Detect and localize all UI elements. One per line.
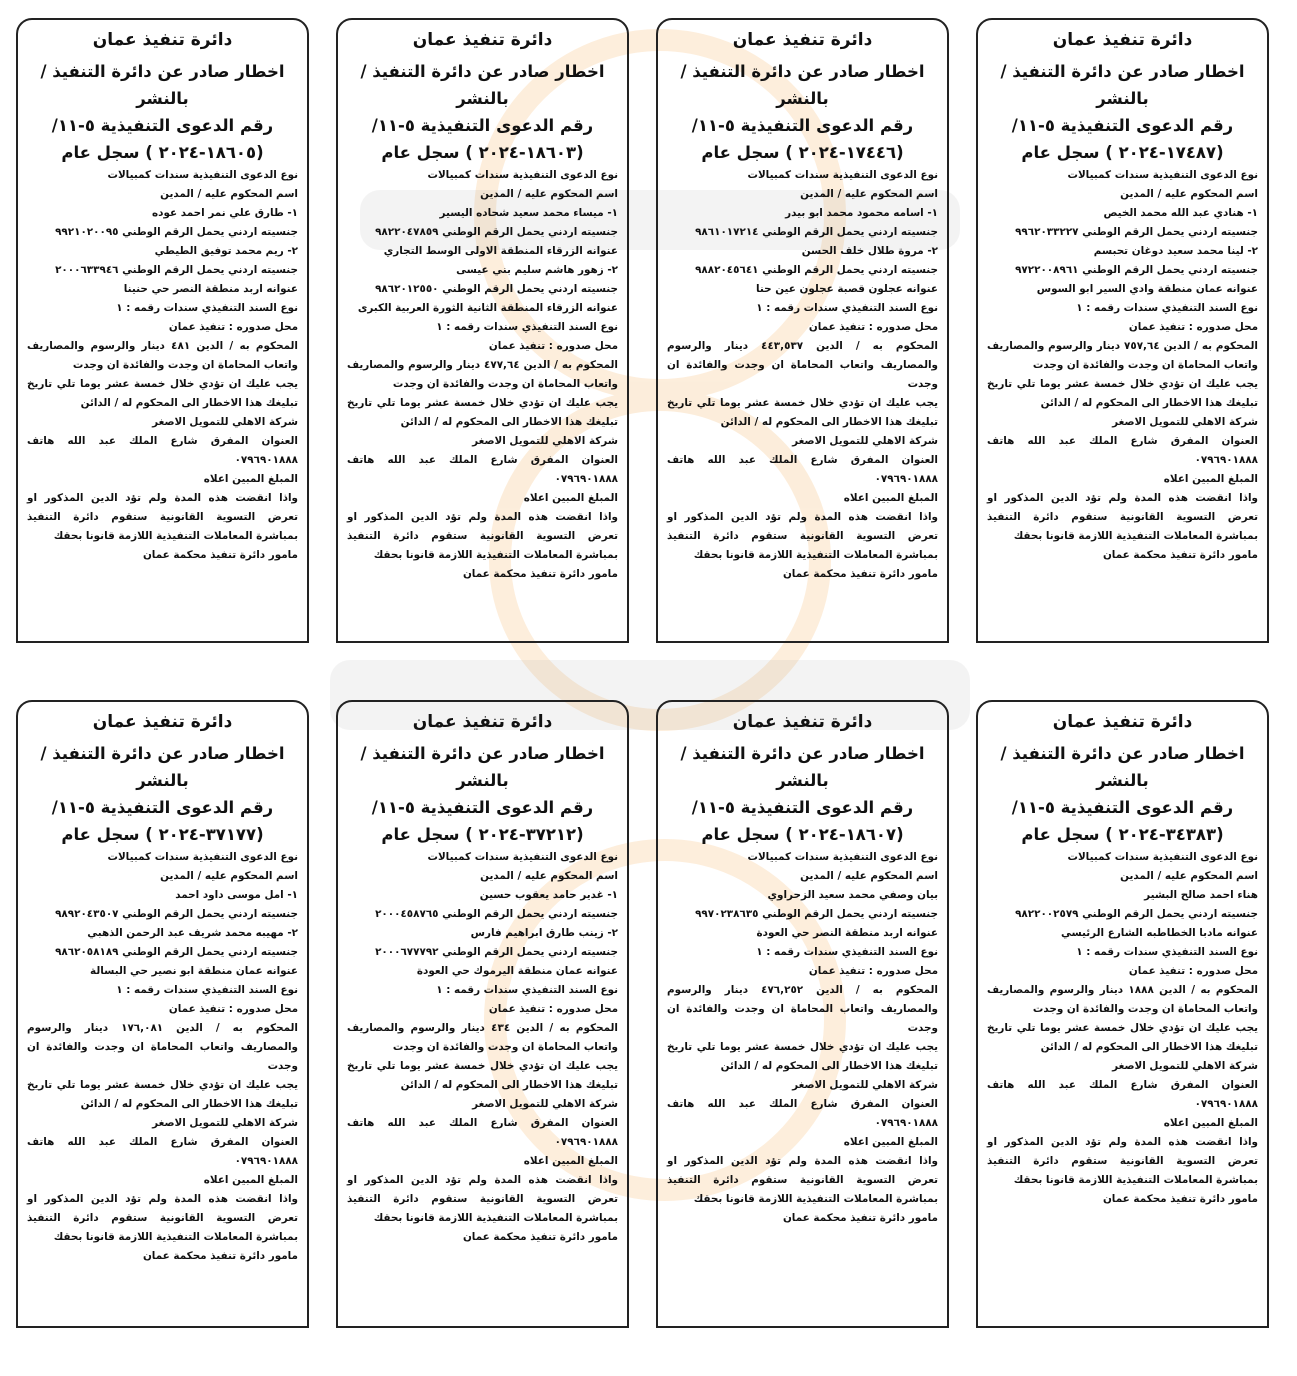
notice-line: مامور دائرة تنفيذ محكمة عمان xyxy=(462,1231,618,1243)
notice-7 xyxy=(336,700,629,1328)
notice-line: نوع الدعوى التنفيذية سندات كمبيالات xyxy=(1067,851,1258,863)
case-number: (٣٧٢١٢-٢٠٢٤ ) سجل عام xyxy=(381,825,584,844)
notice-line: المبلغ المبين اعلاه xyxy=(843,492,938,504)
notice-line: اسم المحكوم عليه / المدين xyxy=(800,188,938,200)
notice-heading: اخطار صادر عن دائرة التنفيذ / بالنشر xyxy=(40,62,285,108)
notice-line: واذا انقضت هذه المدة ولم تؤد الدين المذكور او تعرض التسوية القانونية ستقوم دائرة التنفيذ بمباشرة المعاملات التنفيذية اللازمة قانونا بحقك xyxy=(667,1155,938,1205)
notice-line: المحكوم به / الدين ٤٧٦,٢٥٢ دينار والرسوم والمصاريف واتعاب المحاماة ان وجدت والفائدة ان وجدت xyxy=(667,984,938,1034)
notice-line: واذا انقضت هذه المدة ولم تؤد الدين المذكور او تعرض التسوية القانونية ستقوم دائرة التنفيذ بمباشرة المعاملات التنفيذية اللازمة قانونا بحقك xyxy=(347,511,618,561)
notice-line: جنسيته اردني يحمل الرقم الوطني ٩٨٦١٠١٧٢١٤ xyxy=(695,226,938,238)
notice-line: ٢- مهيبه محمد شريف عبد الرحمن الذهبي xyxy=(87,927,298,939)
notice-line: المحكوم به / الدين ٤٨١ دينار والرسوم والمصاريف واتعاب المحاماة ان وجدت والفائدة ان وجدت xyxy=(27,340,298,371)
notice-line: عنوانه عمان منطقة اليرموك حي العودة xyxy=(416,965,618,977)
notice-line: شركة الاهلي للتمويل الاصغر xyxy=(792,1079,938,1091)
notice-line: محل صدوره : تنفيذ عمان xyxy=(168,1003,298,1015)
case-line: رقم الدعوى التنفيذية ٥-١١/ xyxy=(51,116,274,135)
notice-line: عنوانه الزرقاء المنطقة الثانية الثورة العربية الكبرى xyxy=(357,302,618,314)
notice-heading: اخطار صادر عن دائرة التنفيذ / بالنشر xyxy=(360,744,605,790)
notice-line: اسم المحكوم عليه / المدين xyxy=(800,870,938,882)
notice-line: العنوان المفرق شارع الملك عبد الله هاتف ٠٧٩٦٩٠١٨٨٨ xyxy=(27,435,298,466)
notice-line: يجب عليك ان تؤدي خلال خمسة عشر يوما تلي تاريخ تبليغك هذا الاخطار الى المحكوم له / الدائن xyxy=(987,1022,1258,1053)
notice-line: شركة الاهلي للتمويل الاصغر xyxy=(792,435,938,447)
case-number: (١٨٦٠٥-٢٠٢٤ ) سجل عام xyxy=(61,143,264,162)
notice-line: واذا انقضت هذه المدة ولم تؤد الدين المذكور او تعرض التسوية القانونية ستقوم دائرة التنفيذ بمباشرة المعاملات التنفيذية اللازمة قانونا بحقك xyxy=(667,511,938,561)
notice-line: ١- طارق علي نمر احمد عوده xyxy=(152,207,298,219)
case-number: (٣٧١٧٧-٢٠٢٤ ) سجل عام xyxy=(61,825,264,844)
notice-line: يجب عليك ان تؤدي خلال خمسة عشر يوما تلي تاريخ تبليغك هذا الاخطار الى المحكوم له / الدائن xyxy=(347,1060,618,1091)
notice-line: محل صدوره : تنفيذ عمان xyxy=(488,1003,618,1015)
notice-line: جنسيته اردني يحمل الرقم الوطني ٩٩٧٠٢٣٨٦٣٥ xyxy=(695,908,938,920)
notice-line: شركة الاهلي للتمويل الاصغر xyxy=(1112,1060,1258,1072)
notice-line: جنسيته اردني يحمل الرقم الوطني ٩٨٦٢٠١٢٥٥٠ xyxy=(375,283,618,295)
case-line: رقم الدعوى التنفيذية ٥-١١/ xyxy=(1011,798,1234,817)
notice-line: عنوانه اربد منطقة النصر حي العودة xyxy=(756,927,938,939)
notice-line: عنوانه عمان منطقة ابو نصير حي البسالة xyxy=(90,965,298,977)
notice-3 xyxy=(336,18,629,643)
notice-line: ٢- لينا محمد سعيد دوغان تحبسم xyxy=(1093,245,1258,257)
notice-line: نوع السند التنفيذي سندات رقمه : ١ xyxy=(116,984,298,996)
notice-line: العنوان المفرق شارع الملك عبد الله هاتف ٠٧٩٦٩٠١٨٨٨ xyxy=(347,1117,618,1148)
case-line: رقم الدعوى التنفيذية ٥-١١/ xyxy=(691,116,914,135)
notice-line: المبلغ المبين اعلاه xyxy=(203,473,298,485)
notice-heading: اخطار صادر عن دائرة التنفيذ / بالنشر xyxy=(1000,744,1245,790)
notice-line: عنوانه الزرقاء المنطقة الاولى الوسط التجاري xyxy=(383,245,618,257)
notice-line: محل صدوره : تنفيذ عمان xyxy=(808,321,938,333)
notice-line: محل صدوره : تنفيذ عمان xyxy=(488,340,618,352)
notice-line: اسم المحكوم عليه / المدين xyxy=(160,188,298,200)
notice-line: العنوان المفرق شارع الملك عبد الله هاتف ٠٧٩٦٩٠١٨٨٨ xyxy=(667,1098,938,1129)
notice-line: نوع الدعوى التنفيذية سندات كمبيالات xyxy=(107,169,298,181)
notice-5 xyxy=(976,700,1269,1328)
notice-line: المبلغ المبين اعلاه xyxy=(1163,1117,1258,1129)
case-number: (١٨٦٠٧-٢٠٢٤ ) سجل عام xyxy=(701,825,904,844)
notice-line: نوع السند التنفيذي سندات رقمه : ١ xyxy=(756,946,938,958)
notice-line: مامور دائرة تنفيذ محكمة عمان xyxy=(782,568,938,580)
notice-line: يجب عليك ان تؤدي خلال خمسة عشر يوما تلي تاريخ تبليغك هذا الاخطار الى المحكوم له / الدائن xyxy=(667,397,938,428)
notice-title: دائرة تنفيذ عمان xyxy=(92,30,233,50)
notice-line: المحكوم به / الدين ٤٣٤ دينار والرسوم والمصاريف واتعاب المحاماة ان وجدت والفائدة ان وجدت xyxy=(347,1022,618,1053)
notice-line: اسم المحكوم عليه / المدين xyxy=(1120,188,1258,200)
notice-line: نوع السند التنفيذي سندات رقمه : ١ xyxy=(436,321,618,333)
notice-line: جنسيته اردني يحمل الرقم الوطني ٩٩٦٢٠٣٣٢٢٧ xyxy=(1015,226,1258,238)
notice-8 xyxy=(16,700,309,1328)
notice-line: جنسيته اردني يحمل الرقم الوطني ٢٠٠٠٦٧٧٧٩٢ xyxy=(375,946,618,958)
notice-heading: اخطار صادر عن دائرة التنفيذ / بالنشر xyxy=(360,62,605,108)
case-line: رقم الدعوى التنفيذية ٥-١١/ xyxy=(691,798,914,817)
notice-line: عنوانه مادبا الخطاطبه الشارع الرئيسي xyxy=(1060,927,1258,939)
case-number: (٣٤٣٨٣-٢٠٢٤ ) سجل عام xyxy=(1021,825,1224,844)
notice-line: ٢- زهور هاشم سليم بني عيسى xyxy=(456,264,618,276)
notice-line: نوع الدعوى التنفيذية سندات كمبيالات xyxy=(1067,169,1258,181)
notice-line: جنسيته اردني يحمل الرقم الوطني ٩٨٩٢٠٤٣٥٠٧ xyxy=(55,908,298,920)
notice-line: واذا انقضت هذه المدة ولم تؤد الدين المذكور او تعرض التسوية القانونية ستقوم دائرة التنفيذ بمباشرة المعاملات التنفيذية اللازمة قانونا بحقك xyxy=(347,1174,618,1224)
notice-line: عنوانه عمان منطقة وادي السير ابو السوس xyxy=(1036,283,1258,295)
notice-line: نوع الدعوى التنفيذية سندات كمبيالات xyxy=(747,851,938,863)
notice-line: مامور دائرة تنفيذ محكمة عمان xyxy=(1102,549,1258,561)
notice-line: جنسيته اردني يحمل الرقم الوطني ٢٠٠٠٤٥٨٧٦٥ xyxy=(375,908,618,920)
notice-line: العنوان المفرق شارع الملك عبد الله هاتف ٠٧٩٦٩٠١٨٨٨ xyxy=(987,1079,1258,1110)
notice-line: المبلغ المبين اعلاه xyxy=(203,1174,298,1186)
notice-line: جنسيته اردني يحمل الرقم الوطني ٢٠٠٠٦٣٣٩٤٦ xyxy=(55,264,298,276)
notice-4 xyxy=(16,18,309,643)
case-line: رقم الدعوى التنفيذية ٥-١١/ xyxy=(1011,116,1234,135)
notice-line: محل صدوره : تنفيذ عمان xyxy=(808,965,938,977)
notice-line: اسم المحكوم عليه / المدين xyxy=(160,870,298,882)
notice-line: شركة الاهلي للتمويل الاصغر xyxy=(152,416,298,428)
notice-line: يجب عليك ان تؤدي خلال خمسة عشر يوما تلي تاريخ تبليغك هذا الاخطار الى المحكوم له / الدائن xyxy=(667,1041,938,1072)
notice-line: نوع الدعوى التنفيذية سندات كمبيالات xyxy=(747,169,938,181)
notice-line: نوع السند التنفيذي سندات رقمه : ١ xyxy=(756,302,938,314)
notice-line: مامور دائرة تنفيذ محكمة عمان xyxy=(142,549,298,561)
notice-title: دائرة تنفيذ عمان xyxy=(1052,30,1193,50)
notice-line: واذا انقضت هذه المدة ولم تؤد الدين المذكور او تعرض التسوية القانونية ستقوم دائرة التنفيذ بمباشرة المعاملات التنفيذية اللازمة قانونا بحقك xyxy=(27,492,298,542)
notice-line: المحكوم به / الدين ٧٥٧,٦٤ دينار والرسوم والمصاريف واتعاب المحاماة ان وجدت والفائدة ان وجدت xyxy=(987,340,1258,371)
notice-line: واذا انقضت هذه المدة ولم تؤد الدين المذكور او تعرض التسوية القانونية ستقوم دائرة التنفيذ بمباشرة المعاملات التنفيذية اللازمة قانونا بحقك xyxy=(987,492,1258,542)
notice-1 xyxy=(976,18,1269,643)
notice-line: محل صدوره : تنفيذ عمان xyxy=(1128,321,1258,333)
case-number: (١٧٤٤٦-٢٠٢٤ ) سجل عام xyxy=(701,143,904,162)
case-line: رقم الدعوى التنفيذية ٥-١١/ xyxy=(51,798,274,817)
notice-line: ١- هنادي عبد الله محمد الخيص xyxy=(1103,207,1258,219)
notice-line: العنوان المفرق شارع الملك عبد الله هاتف ٠٧٩٦٩٠١٨٨٨ xyxy=(667,454,938,485)
case-number: (١٨٦٠٣-٢٠٢٤ ) سجل عام xyxy=(381,143,584,162)
notice-line: واذا انقضت هذه المدة ولم تؤد الدين المذكور او تعرض التسوية القانونية ستقوم دائرة التنفيذ بمباشرة المعاملات التنفيذية اللازمة قانونا بحقك xyxy=(987,1136,1258,1186)
notice-line: نوع الدعوى التنفيذية سندات كمبيالات xyxy=(427,851,618,863)
notice-line: العنوان المفرق شارع الملك عبد الله هاتف ٠٧٩٦٩٠١٨٨٨ xyxy=(987,435,1258,466)
notice-line: مامور دائرة تنفيذ محكمة عمان xyxy=(1102,1193,1258,1205)
notice-line: عنوانه اربد منطقة النصر حي حنينا xyxy=(123,283,298,295)
case-number: (١٧٤٨٧-٢٠٢٤ ) سجل عام xyxy=(1021,143,1224,162)
notice-line: يجب عليك ان تؤدي خلال خمسة عشر يوما تلي تاريخ تبليغك هذا الاخطار الى المحكوم له / الدائن xyxy=(27,378,298,409)
notice-line: اسم المحكوم عليه / المدين xyxy=(1120,870,1258,882)
notice-line: المبلغ المبين اعلاه xyxy=(1163,473,1258,485)
notice-line: المبلغ المبين اعلاه xyxy=(843,1136,938,1148)
notice-line: نوع الدعوى التنفيذية سندات كمبيالات xyxy=(107,851,298,863)
notice-heading: اخطار صادر عن دائرة التنفيذ / بالنشر xyxy=(40,744,285,790)
notice-title: دائرة تنفيذ عمان xyxy=(732,712,873,732)
notice-line: جنسيته اردني يحمل الرقم الوطني ٩٨٢٢٠٠٢٥٧٩ xyxy=(1015,908,1258,920)
notice-line: مامور دائرة تنفيذ محكمة عمان xyxy=(462,568,618,580)
notice-line: العنوان المفرق شارع الملك عبد الله هاتف ٠٧٩٦٩٠١٨٨٨ xyxy=(347,454,618,485)
notice-title: دائرة تنفيذ عمان xyxy=(1052,712,1193,732)
notice-line: شركة الاهلي للتمويل الاصغر xyxy=(472,435,618,447)
notice-line: اسم المحكوم عليه / المدين xyxy=(480,870,618,882)
case-line: رقم الدعوى التنفيذية ٥-١١/ xyxy=(371,798,594,817)
notice-line: مامور دائرة تنفيذ محكمة عمان xyxy=(142,1250,298,1262)
notice-line: المحكوم به / الدين ٤٤٣,٥٣٧ دينار والرسوم والمصاريف واتعاب المحاماة ان وجدت والفائدة ان وجدت xyxy=(667,340,938,390)
notice-line: يجب عليك ان تؤدي خلال خمسة عشر يوما تلي تاريخ تبليغك هذا الاخطار الى المحكوم له / الدائن xyxy=(987,378,1258,409)
notice-line: مامور دائرة تنفيذ محكمة عمان xyxy=(782,1212,938,1224)
notice-line: المحكوم به / الدين ١٧٦,٠٨١ دينار والرسوم والمصاريف واتعاب المحاماة ان وجدت والفائدة ان وجدت xyxy=(27,1022,298,1072)
notice-heading: اخطار صادر عن دائرة التنفيذ / بالنشر xyxy=(1000,62,1245,108)
notice-heading: اخطار صادر عن دائرة التنفيذ / بالنشر xyxy=(680,744,925,790)
notice-line: العنوان المفرق شارع الملك عبد الله هاتف ٠٧٩٦٩٠١٨٨٨ xyxy=(27,1136,298,1167)
case-line: رقم الدعوى التنفيذية ٥-١١/ xyxy=(371,116,594,135)
notice-line: جنسيته اردني يحمل الرقم الوطني ٩٨٢٢٠٤٧٨٥٩ xyxy=(375,226,618,238)
notice-line: نوع السند التنفيذي سندات رقمه : ١ xyxy=(1076,302,1258,314)
notice-2 xyxy=(656,18,949,643)
notice-line: شركة الاهلي للتمويل الاصغر xyxy=(1112,416,1258,428)
notice-line: المحكوم به / الدين ٤٧٧,٦٤ دينار والرسوم والمصاريف واتعاب المحاماة ان وجدت والفائدة ان وجدت xyxy=(347,359,618,390)
notice-line: المحكوم به / الدين ١٨٨٨ دينار والرسوم والمصاريف واتعاب المحاماة ان وجدت والفائدة ان وجدت xyxy=(987,984,1258,1015)
notice-line: اسم المحكوم عليه / المدين xyxy=(480,188,618,200)
notice-line: محل صدوره : تنفيذ عمان xyxy=(1128,965,1258,977)
notice-line: ١- اسامه محمود محمد ابو بيدر xyxy=(785,207,938,219)
notice-line: واذا انقضت هذه المدة ولم تؤد الدين المذكور او تعرض التسوية القانونية ستقوم دائرة التنفيذ بمباشرة المعاملات التنفيذية اللازمة قانونا بحقك xyxy=(27,1193,298,1243)
notice-line: المبلغ المبين اعلاه xyxy=(523,1155,618,1167)
notice-line: محل صدوره : تنفيذ عمان xyxy=(168,321,298,333)
notice-line: ١- امل موسى داود احمد xyxy=(175,889,298,901)
notice-line: نوع السند التنفيذي سندات رقمه : ١ xyxy=(116,302,298,314)
notice-title: دائرة تنفيذ عمان xyxy=(412,30,553,50)
notice-line: عنوانه عجلون قصبة عجلون عين حنا xyxy=(755,283,938,295)
notice-line: جنسيته اردني يحمل الرقم الوطني ٩٩٢١٠٢٠٠٩٥ xyxy=(55,226,298,238)
notice-title: دائرة تنفيذ عمان xyxy=(92,712,233,732)
notice-line: شركة الاهلي للتمويل الاصغر xyxy=(472,1098,618,1110)
notice-heading: اخطار صادر عن دائرة التنفيذ / بالنشر xyxy=(680,62,925,108)
notice-line: ٢- ريم محمد توفيق الطيطي xyxy=(154,245,298,257)
notice-line: شركة الاهلي للتمويل الاصغر xyxy=(152,1117,298,1129)
notice-6 xyxy=(656,700,949,1328)
notice-line: نوع الدعوى التنفيذية سندات كمبيالات xyxy=(427,169,618,181)
notice-title: دائرة تنفيذ عمان xyxy=(412,712,553,732)
notice-line: نوع السند التنفيذي سندات رقمه : ١ xyxy=(436,984,618,996)
notice-line: نوع السند التنفيذي سندات رقمه : ١ xyxy=(1076,946,1258,958)
notice-line: بيان وصفي محمد سعيد الزحراوي xyxy=(767,889,938,901)
notice-line: ٢- مروة طلال خلف الحسن xyxy=(801,245,938,257)
notice-line: هناء احمد صالح البشير xyxy=(1144,889,1258,901)
notice-title: دائرة تنفيذ عمان xyxy=(732,30,873,50)
notice-line: ١- غدير حامد يعقوب حسين xyxy=(479,889,618,901)
notice-line: المبلغ المبين اعلاه xyxy=(523,492,618,504)
notice-line: جنسيته اردني يحمل الرقم الوطني ٩٨٨٢٠٤٥٦٤١ xyxy=(695,264,938,276)
notice-line: يجب عليك ان تؤدي خلال خمسة عشر يوما تلي تاريخ تبليغك هذا الاخطار الى المحكوم له / الدائن xyxy=(27,1079,298,1110)
notice-line: جنسيته اردني يحمل الرقم الوطني ٩٨٦٢٠٥٨١٨٩ xyxy=(55,946,298,958)
notice-line: يجب عليك ان تؤدي خلال خمسة عشر يوما تلي تاريخ تبليغك هذا الاخطار الى المحكوم له / الدائن xyxy=(347,397,618,428)
notice-line: ٢- زينب طارق ابراهيم فارس xyxy=(470,927,618,939)
notice-line: ١- ميساء محمد سعيد شحاده اليسير xyxy=(439,207,618,219)
notice-line: جنسيته اردني يحمل الرقم الوطني ٩٧٢٢٠٠٨٩٦١ xyxy=(1015,264,1258,276)
